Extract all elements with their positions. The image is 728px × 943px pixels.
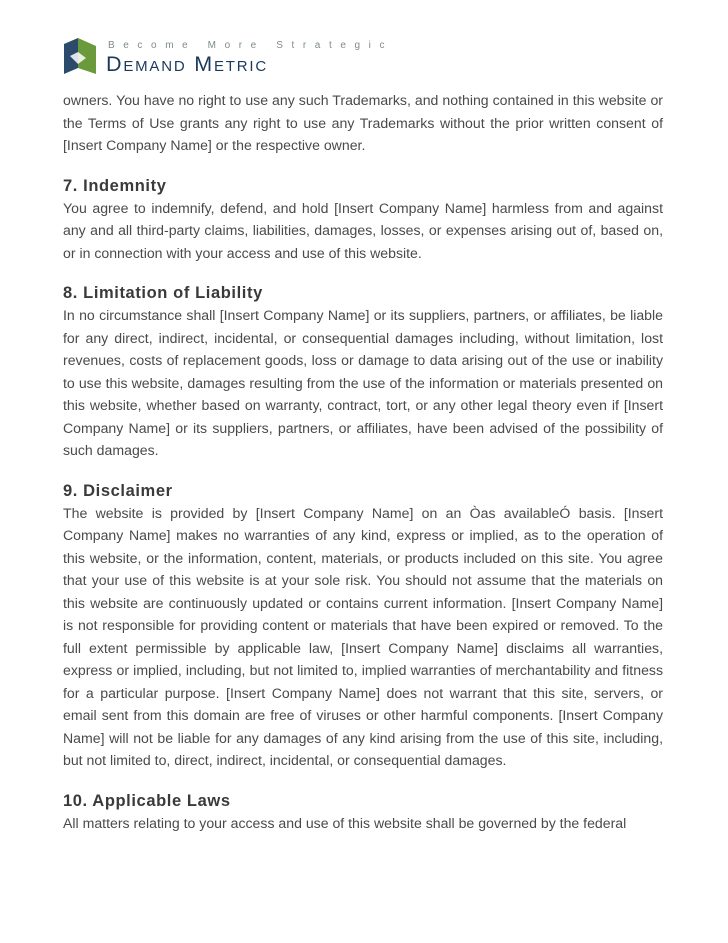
indemnity-paragraph: You agree to indemnify, defend, and hold [Insert Company Name] harmless from and against any and all third-party claims, liabilities, damages, losses, or expenses arising out of, based on, or in connection with your access and use of this website.: [63, 199, 663, 261]
intro-paragraph: owners. You have no right to use any such Trademarks, and nothing contained in this website or the Terms of Use grants any right to use any Trademarks without the prior written consent of [Insert Company Name] or the respective owner.: [63, 92, 663, 153]
disclaimer-paragraph: The website is provided by [Insert Company Name] on an Òas availableÓ basis. [Insert Company Name] makes no warranties of any kind, express or implied, as to the operation of this website, or the information, content, materials, or products included on this site. You agree that your use of this website is at your sole risk. You should not assume that the materials on this website are continuously updated or contains current information. [Insert Company Name] is not responsible for providing content or materials that have been expired or removed. To the full extent permissible by applicable law, [Insert Company Name] disclaims all warranties, express or implied, including, but not limited to, implied warranties of merchantability and fitness for a particular purpose. [Insert Company Name] does not warrant that this site, servers, or email sent from this domain are free of viruses or other harmful components. [Insert Company Name] will not be liable for any damages of any kind arising from the use of this site, including, but not limited to, direct, indirect, incidental, or consequential damages.: [63, 504, 663, 768]
applicable-laws-paragraph: All matters relating to your access and use of this website shall be governed by the federal: [63, 814, 627, 831]
demand-metric-logo-icon: [64, 38, 96, 74]
document-header: [64, 38, 394, 82]
liability-heading: 8. Limitation of Liability: [63, 284, 263, 302]
document-body: [63, 89, 663, 834]
disclaimer-heading: 9. Disclaimer: [63, 481, 173, 500]
brand-name: Demand Metric: [106, 52, 268, 76]
applicable-laws-heading: 10. Applicable Laws: [63, 791, 231, 810]
liability-paragraph: In no circumstance shall [Insert Company Name] or its suppliers, partners, or affiliates, be liable for any direct, indirect, incidental, or consequential damages including, without limitation, lost revenues, costs of replacement goods, loss or damage to data arising out of the use or inability to use this website, damages resulting from the use of the information or materials presented on this website, whether based on warranty, contract, tort, or any other legal theory even if [Insert Company Name] or its suppliers, partners, or affiliates, have been advised of the possibility of such damages.: [63, 307, 663, 458]
brand-tagline: Become More Strategic: [108, 40, 394, 51]
indemnity-heading: 7. Indemnity: [63, 176, 167, 195]
